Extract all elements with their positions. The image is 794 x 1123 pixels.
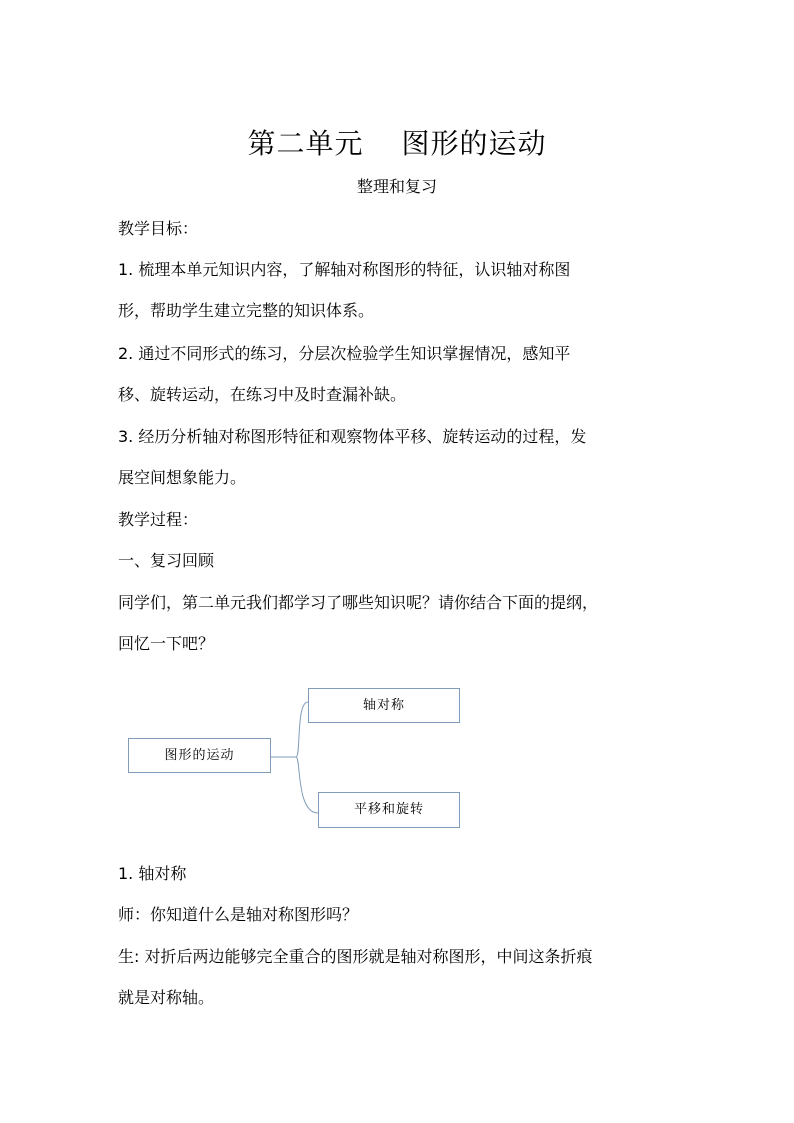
section-review-heading: 一、复习回顾 — [118, 551, 215, 570]
student-answer-line-1: 生: 对折后两边能够完全重合的图形就是轴对称图形，中间这条折痕 — [118, 947, 593, 966]
intro-line-1: 同学们，第二单元我们都学习了哪些知识呢？请你结合下面的提纲， — [118, 593, 599, 612]
teacher-question: 师：你知道什么是轴对称图形吗？ — [118, 905, 359, 924]
title-unit: 第二单元 — [247, 127, 364, 160]
goal-1-line-2: 形，帮助学生建立完整的知识体系。 — [118, 301, 375, 320]
student-answer-line-2: 就是对称轴。 — [118, 988, 215, 1007]
node-translation-rotation: 平移和旋转 — [318, 792, 460, 828]
page-title — [0, 124, 794, 164]
intro-line-2: 回忆一下吧？ — [118, 634, 215, 653]
goal-2-line-1: 2. 通过不同形式的练习，分层次检验学生知识掌握情况，感知平 — [118, 344, 571, 363]
page-subtitle: 整理和复习 — [356, 177, 437, 196]
concept-diagram — [118, 680, 478, 840]
goal-3-line-2: 展空间想象能力。 — [118, 468, 247, 487]
goals-heading: 教学目标： — [118, 219, 199, 238]
title-topic: 图形的运动 — [401, 127, 547, 160]
process-heading: 教学过程： — [118, 510, 199, 529]
node-axial-symmetry: 轴对称 — [308, 688, 460, 723]
subsection-axial-symmetry: 1. 轴对称 — [118, 864, 187, 883]
node-root: 图形的运动 — [128, 738, 271, 773]
goal-3-line-1: 3. 经历分析轴对称图形特征和观察物体平移、旋转运动的过程，发 — [118, 427, 587, 446]
goal-1-line-1: 1. 梳理本单元知识内容，了解轴对称图形的特征，认识轴对称图 — [118, 260, 571, 279]
goal-2-line-2: 移、旋转运动，在练习中及时查漏补缺。 — [118, 385, 407, 404]
